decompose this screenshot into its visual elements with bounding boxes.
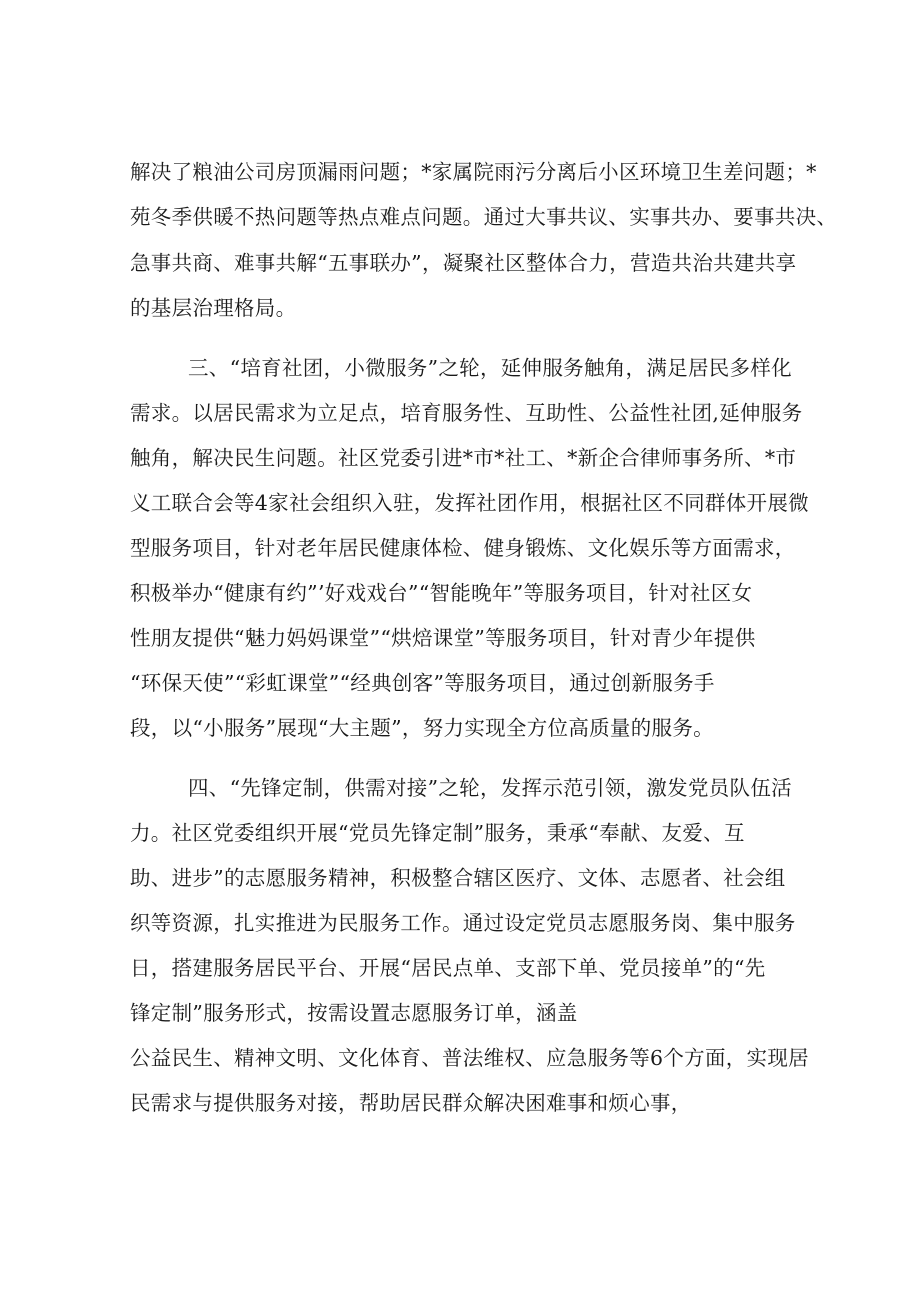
text-line: 义工联合会等4家社会组织入驻，发挥社团作用，根据社区不同群体开展微 <box>130 491 809 515</box>
text-line: 力。社区党委组织开展“党员先锋定制”服务，秉承“奉献、友爱、互 <box>130 821 745 845</box>
text-line: 段，以“小服务”展现“大主题”，努力实现全方位高质量的服务。 <box>130 716 714 740</box>
section-heading-four: 四、“先锋定制，供需对接”之轮，发挥示范引领，激发党员队伍活 <box>188 776 792 800</box>
text-line: 民需求与提供服务对接，帮助居民群众解决困难事和烦心事， <box>130 1091 692 1115</box>
text-line: 的基层治理格局。 <box>130 296 297 320</box>
text-line: 性朋友提供“魅力妈妈课堂”“烘焙课堂”等服务项目，针对青少年提供 <box>130 626 756 650</box>
text-line: 需求。以居民需求为立足点，培育服务性、互助性、公益性社团,延伸服务 <box>130 401 803 425</box>
text-line: 急事共商、难事共解“五事联办”，凝聚社区整体合力，营造共治共建共享 <box>130 251 797 275</box>
text-line: 解决了粮油公司房顶漏雨问题；*家属院雨污分离后小区环境卫生差问题；* <box>130 160 817 184</box>
text-line: 型服务项目，针对老年居民健康体检、健身锻炼、文化娱乐等方面需求， <box>130 536 796 560</box>
text-line: 助、进步”的志愿服务精神，积极整合辖区医疗、文体、志愿者、社会组 <box>130 866 786 890</box>
text-line: 积极举办“健康有约”’好戏戏台”“智能晚年”等服务项目，针对社区女 <box>130 581 753 605</box>
text-line: 触角，解决民生问题。社区党委引进*市*社工、*新企合律师事务所、*市 <box>130 446 797 470</box>
text-line: 公益民生、精神文明、文化体育、普法维权、应急服务等6个方面，实现居 <box>130 1046 809 1070</box>
text-line: 织等资源，扎实推进为民服务工作。通过设定党员志愿服务岗、集中服务 <box>130 911 796 935</box>
text-line: 锋定制”服务形式，按需设置志愿服务订单，涵盖 <box>130 1001 578 1025</box>
text-line: 日，搭建服务居民平台、开展“居民点单、支部下单、党员接单”的“先 <box>130 956 766 980</box>
text-line: 苑冬季供暖不热问题等热点难点问题。通过大事共议、实事共办、要事共决、 <box>130 205 838 229</box>
text-line: “环保天使”“彩虹课堂”“经典创客”等服务项目，通过创新服务手 <box>130 671 715 695</box>
section-heading-three: 三、“培育社团，小微服务”之轮，延伸服务触角，满足居民多样化 <box>188 356 792 380</box>
